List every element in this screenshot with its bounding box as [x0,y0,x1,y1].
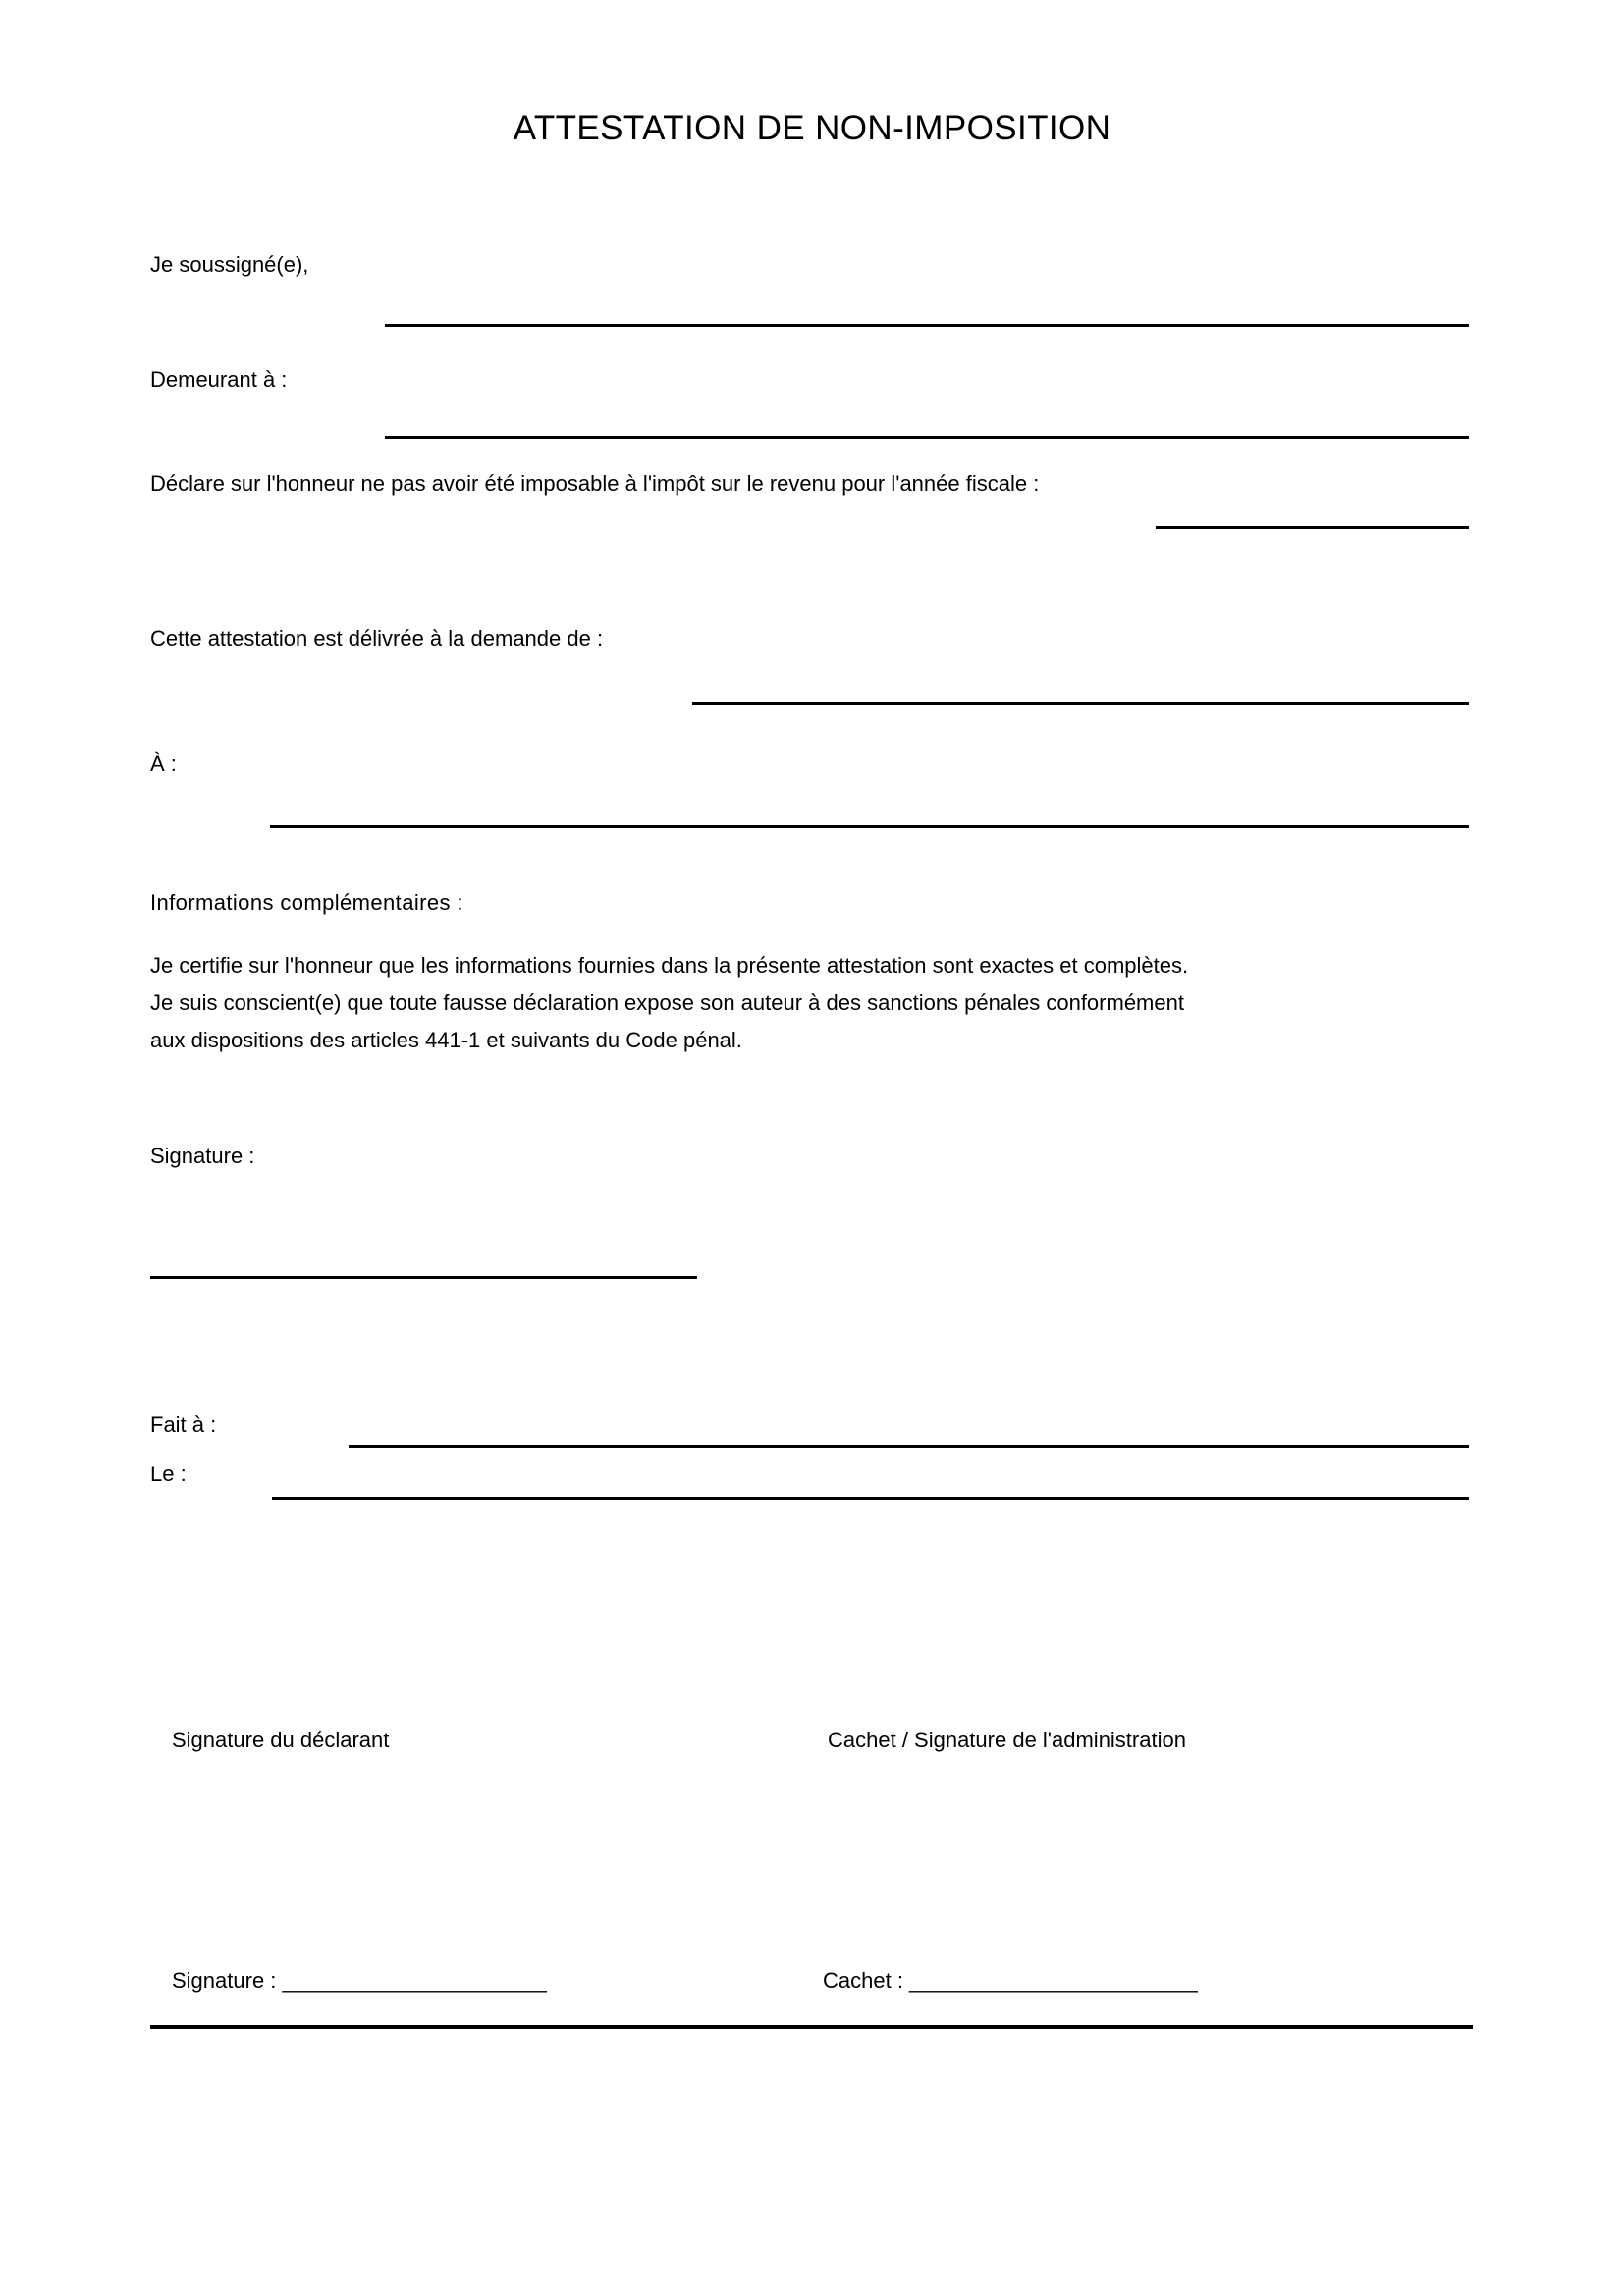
fill-line-annee-fiscale[interactable] [1156,526,1469,529]
section-heading-informations: Informations complémentaires : [150,890,463,915]
footer-divider [150,2025,1473,2029]
field-label-a: À : [150,751,177,775]
certification-paragraph-line-1: Je certifie sur l'honneur que les informations fournies dans la présente attestation sont exactes et complètes. [150,953,1189,978]
footer-field-cachet[interactable]: Cachet : ________________________ [823,1968,1198,1993]
fill-line-demeurant[interactable] [385,436,1469,439]
footer-caption-administration: Cachet / Signature de l'administration [828,1728,1186,1752]
fill-line-le[interactable] [272,1497,1469,1500]
field-label-demeurant: Demeurant à : [150,367,288,392]
field-label-declaration: Déclare sur l'honneur ne pas avoir été imposable à l'impôt sur le revenu pour l'année fiscale : [150,471,1040,496]
field-label-fait-a: Fait à : [150,1413,217,1437]
field-label-demande: Cette attestation est délivrée à la demande de : [150,626,604,651]
certification-paragraph-line-2: Je suis conscient(e) que toute fausse déclaration expose son auteur à des sanctions pénales conformément [150,990,1184,1015]
field-label-le: Le : [150,1462,187,1486]
footer-field-signature[interactable]: Signature : ______________________ [172,1968,547,1993]
fill-line-a[interactable] [270,825,1469,828]
certification-paragraph-line-3: aux dispositions des articles 441-1 et suivants du Code pénal. [150,1028,742,1052]
fill-line-soussigne[interactable] [385,324,1469,327]
field-label-signature: Signature : [150,1144,255,1168]
fill-line-fait-a[interactable] [349,1445,1469,1448]
fill-line-demande[interactable] [692,702,1469,705]
field-label-soussigne: Je soussigné(e), [150,252,309,277]
fill-line-signature[interactable] [150,1276,697,1279]
footer-caption-declarant: Signature du déclarant [172,1728,390,1752]
page-title: ATTESTATION DE NON-IMPOSITION [513,109,1111,147]
